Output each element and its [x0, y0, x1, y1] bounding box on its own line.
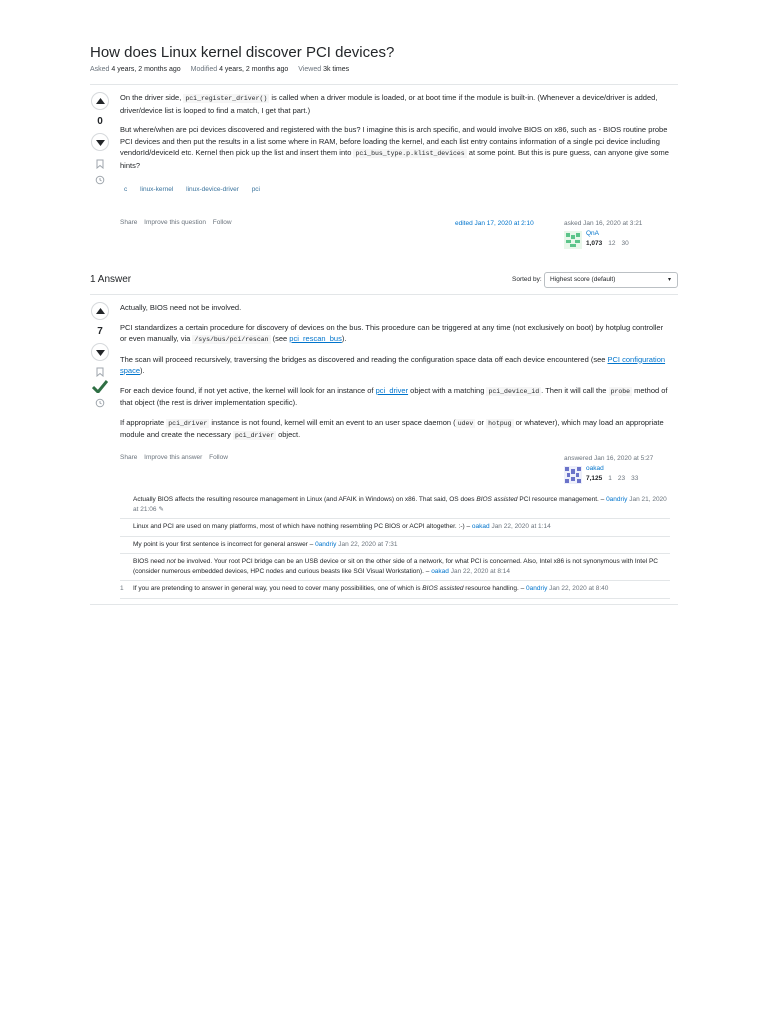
share-button[interactable]: Share — [120, 219, 138, 226]
question-vote-count: 0 — [97, 116, 103, 127]
question-meta — [90, 66, 357, 73]
asked-timestamp: asked Jan 16, 2020 at 3:21 — [564, 220, 643, 227]
modified-value: 4 years, 2 months ago — [219, 66, 289, 73]
sort-select-value: Highest score (default) — [550, 276, 616, 283]
modified-label: Modified — [190, 66, 218, 73]
answer-vote-count: 7 — [97, 326, 103, 337]
improve-question-button[interactable]: Improve this question — [144, 219, 206, 226]
question-paragraph: On the driver side, pci_register_driver() is called when a driver module is loaded, or at boot time if the module is built-in. (Whenever a device/driver is added, driver/device list is looped to find a match, I get that part.) — [120, 93, 658, 115]
accepted-check-icon — [92, 380, 108, 393]
tag-c[interactable]: c — [120, 185, 131, 194]
tag-pci[interactable]: pci — [248, 185, 264, 194]
comment-date[interactable]: Jan 22, 2020 at 8:40 — [549, 585, 609, 592]
comment-user[interactable]: 0andriy — [526, 585, 548, 592]
question-body — [120, 92, 670, 179]
comment: Linux and PCI are used on many platforms, most of which have nothing resembling PC BIOS or ACPI altogether. :-) – oakad Jan 22, 2020 at 1:14 — [120, 519, 670, 537]
divider — [90, 294, 678, 295]
answer-paragraph: For each device found, if not yet active, the kernel will look for an instance of pci_driver object with a matching pci_device_id . Then it will call the probe method of that object (the rest is driver implementation specific). — [120, 385, 668, 407]
question-paragraph: But where/when are pci devices discovered and registered with the bus? I imagine this is arch specific, and would involve BIOS on x86, such as - BIOS routine probe PCI devices and then put the results in a list some where in RAM, before loading the kernel, and each list entry contains information of a single pci device including vendorId/deviceId etc. Kernel then pick up the list and insert them into pci_bus_type.p.klist_devices at some point. But this is pure guess, can anyone give some hints? — [120, 125, 669, 170]
pencil-icon: ✎ — [158, 505, 164, 513]
viewed-value: 3k times — [323, 66, 350, 73]
divider — [90, 262, 678, 263]
arrow-down-icon — [96, 350, 105, 356]
upvote-button[interactable] — [91, 92, 109, 110]
divider — [90, 84, 678, 85]
viewed-label: Viewed — [298, 66, 322, 73]
question-actions — [120, 219, 237, 226]
comment-date[interactable]: Jan 22, 2020 at 7:31 — [338, 540, 398, 548]
answer-user-card — [564, 455, 674, 487]
user-reputation: 1,073 12 30 — [586, 240, 629, 247]
arrow-down-icon — [96, 140, 105, 146]
pci-configuration-space-link[interactable]: PCI configuration space — [120, 354, 666, 375]
user-reputation: 7,125 1 23 33 — [586, 475, 639, 482]
tag-linux-device-driver[interactable]: linux-device-driver — [182, 185, 243, 194]
answered-timestamp: answered Jan 16, 2020 at 5:27 — [564, 455, 654, 462]
answer-actions — [120, 454, 233, 461]
comment: 1 If you are pretending to answer in general way, you need to cover many possibilities, one of which is BIOS assisted resource handling. – 0andriy Jan 22, 2020 at 8:40 — [120, 581, 670, 599]
asked-value: 4 years, 2 months ago — [111, 66, 181, 73]
user-name[interactable]: oakad — [586, 465, 604, 472]
answer-body — [120, 302, 670, 450]
arrow-up-icon — [96, 308, 105, 314]
comment-list — [120, 492, 670, 599]
answer-paragraph: PCI standardizes a certain procedure for discovery of devices on the bus. This procedure can be triggered at any time (not exclusively on boot) by hotplug controller or even manually, via /sys/bus/pci/rescan (see pci_rescan_bus). — [120, 322, 664, 343]
comment-user[interactable]: oakad — [471, 523, 490, 530]
sorted-by-label: Sorted by: — [512, 276, 542, 283]
answers-count: 1 Answer — [90, 274, 132, 285]
answer-paragraph: The scan will proceed recursively, traversing the bridges as discovered and reading the configuration space data off each device encountered (see PCI configuration space). — [120, 354, 666, 375]
comment: My point is your first sentence is incorrect for general answer – 0andriy Jan 22, 2020 at 7:31 — [120, 537, 670, 555]
comment-date[interactable]: Jan 22, 2020 at 8:14 — [450, 567, 510, 575]
bookmark-icon[interactable] — [96, 367, 104, 377]
tag-list — [120, 185, 267, 194]
comment-user[interactable]: 0andriy — [606, 496, 628, 503]
comment-date[interactable]: Jan 22, 2020 at 1:14 — [491, 523, 551, 530]
sort-select[interactable] — [544, 272, 678, 288]
follow-button[interactable]: Follow — [209, 454, 228, 461]
comment: BIOS need not be involved. Your root PCI bridge can be an USB device or sit on the other side of a network, for what PCI is concerned. Also, Intel x86 is not synonymous with Intel PC (consider numerous embedded devices, HPC nodes and curious beasts like SGI Visual Workstation). – oakad Jan 22, 2020 at 8:14 — [120, 554, 670, 581]
pci-driver-link[interactable]: pci_driver — [375, 385, 409, 395]
question-votecell — [89, 92, 111, 185]
share-button[interactable]: Share — [120, 454, 138, 461]
question-title[interactable]: How does Linux kernel discover PCI devices? — [90, 44, 395, 61]
follow-button[interactable]: Follow — [212, 219, 232, 226]
comment-score: 1 — [120, 585, 124, 592]
arrow-up-icon — [96, 98, 105, 104]
comment: Actually BIOS affects the resulting resource management in Linux (and AFAIK in Windows) on x86. That said, OS does BIOS assisted PCI resource management. – 0andriy Jan 21, 2020 at 21:06 ✎ — [120, 492, 670, 519]
improve-answer-button[interactable]: Improve this answer — [144, 454, 203, 461]
divider — [90, 604, 678, 605]
asked-label: Asked — [90, 66, 110, 73]
user-name[interactable]: QnA — [586, 230, 600, 237]
pci-rescan-bus-link[interactable]: pci_rescan_bus — [289, 334, 342, 343]
history-icon[interactable] — [95, 175, 105, 185]
answer-paragraph: If appropriate pci_driver instance is not found, kernel will emit an event to an user space daemon ( udev or hotpug or whatever), which may load an appropriate module and create the necessary pci_driver object. — [120, 417, 664, 439]
edited-link[interactable]: edited Jan 17, 2020 at 2:10 — [455, 220, 534, 227]
bookmark-icon[interactable] — [96, 159, 104, 169]
answer-paragraph: Actually, BIOS need not be involved. — [120, 303, 242, 312]
upvote-button[interactable] — [91, 302, 109, 320]
chevron-updown-icon: ▾ — [667, 277, 671, 283]
comment-user[interactable]: oakad — [431, 567, 449, 575]
avatar[interactable] — [564, 466, 582, 484]
tag-linux-kernel[interactable]: linux-kernel — [136, 185, 177, 194]
comment-date[interactable]: Jan 21, 2020 at 21:06 — [133, 496, 667, 513]
avatar[interactable] — [564, 231, 582, 249]
history-icon[interactable] — [95, 398, 105, 408]
answer-votecell — [89, 302, 111, 408]
question-user-card — [564, 220, 674, 252]
downvote-button[interactable] — [91, 343, 109, 361]
downvote-button[interactable] — [91, 133, 109, 151]
comment-user[interactable]: 0andriy — [315, 540, 337, 548]
